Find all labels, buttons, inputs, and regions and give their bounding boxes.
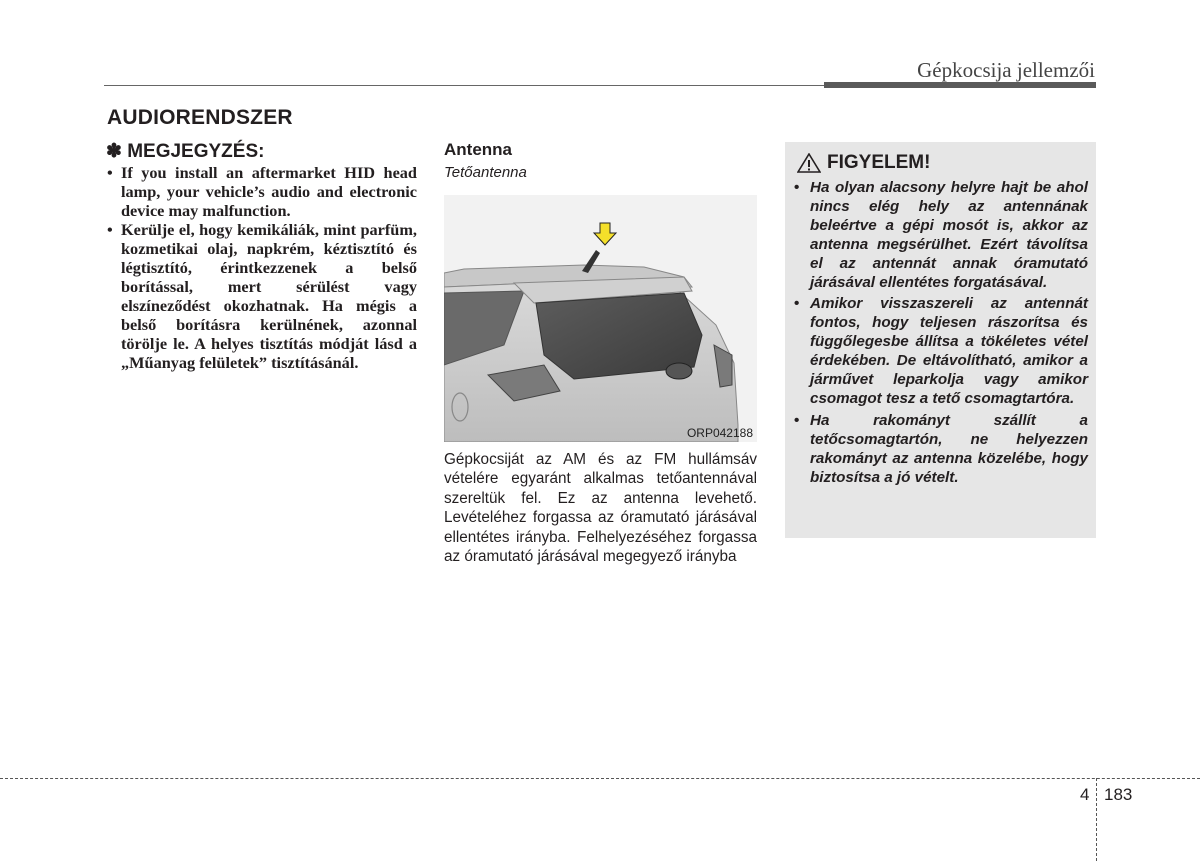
- car-rear-illustration: [444, 195, 757, 442]
- warning-box: [785, 142, 1096, 538]
- warning-item: • Ha rakományt szállít a tetőcsomagtartón, ne helyezzen rakományt az antenna közelébe, hogy biztosítsa a jó vételt.: [792, 412, 1088, 488]
- warning-item: • Amikor visszaszereli az antennát fontos, hogy teljesen rászorítsa és függőlegesbe állítsa a tökéletes vétel érdekében. De eltávolítható, amikor a járművet leparkolja vagy amikor csomagot tesz a tető csomagtartóra.: [792, 295, 1088, 408]
- footer-dashed-divider: [1096, 778, 1097, 861]
- page-header-title: Gépkocsija jellemzői: [917, 58, 1095, 82]
- warning-title: FIGYELEM!: [827, 152, 931, 173]
- header-bar: [824, 82, 1096, 88]
- chapter-number: 4: [1080, 785, 1090, 804]
- antenna-heading: Antenna: [444, 140, 512, 159]
- footer-dashed-rule: [0, 778, 1200, 779]
- antenna-subheading: Tetőantenna: [444, 164, 527, 181]
- warning-header: [797, 152, 930, 174]
- warning-item: • Ha olyan alacsony helyre hajt be ahol nincs elég hely az antennának beleértve a gépi mosót is, akkor az antenna megsérülhet. Ezért távolítsa el az antennát annak óramutató járásával ellentétes forgatásával.: [792, 179, 1088, 292]
- note-title: ✽ MEGJEGYZÉS:: [106, 141, 265, 162]
- roof-antenna-figure: [444, 195, 757, 442]
- note-item: • Kerülje el, hogy kemikáliák, mint parfüm, kozmetikai olaj, napkrém, kéztisztító és légtisztító, érintkezzenek a belső borítással, mert sérülést vagy elszíneződést okozhatnak. Ha mégis a belső borításra kerülnének, azonnal törölje le. A helyes tisztítás módját lásd a „Műanyag felületek” tisztításánál.: [104, 220, 417, 372]
- header-rule: [104, 85, 824, 86]
- note-list: [104, 163, 417, 372]
- warning-list: [792, 179, 1088, 491]
- section-title: AUDIORENDSZER: [107, 106, 293, 129]
- figure-code: ORP042188: [686, 426, 753, 440]
- page-number: 183: [1104, 785, 1133, 804]
- note-item: • If you install an aftermarket HID head lamp, your vehicle’s audio and electronic device may malfunction.: [104, 163, 417, 220]
- warning-triangle-icon: [797, 153, 821, 173]
- antenna-body-text: Gépkocsiját az AM és az FM hullámsáv vételére egyaránt alkalmas tetőantennával szereltük fel. Ez az antenna levehető. Levételéhez forgassa az óramutató járásával ellentétes irányba. Felhelyezéséhez forgassa az óramutató járásával megegyező irányba: [444, 451, 757, 566]
